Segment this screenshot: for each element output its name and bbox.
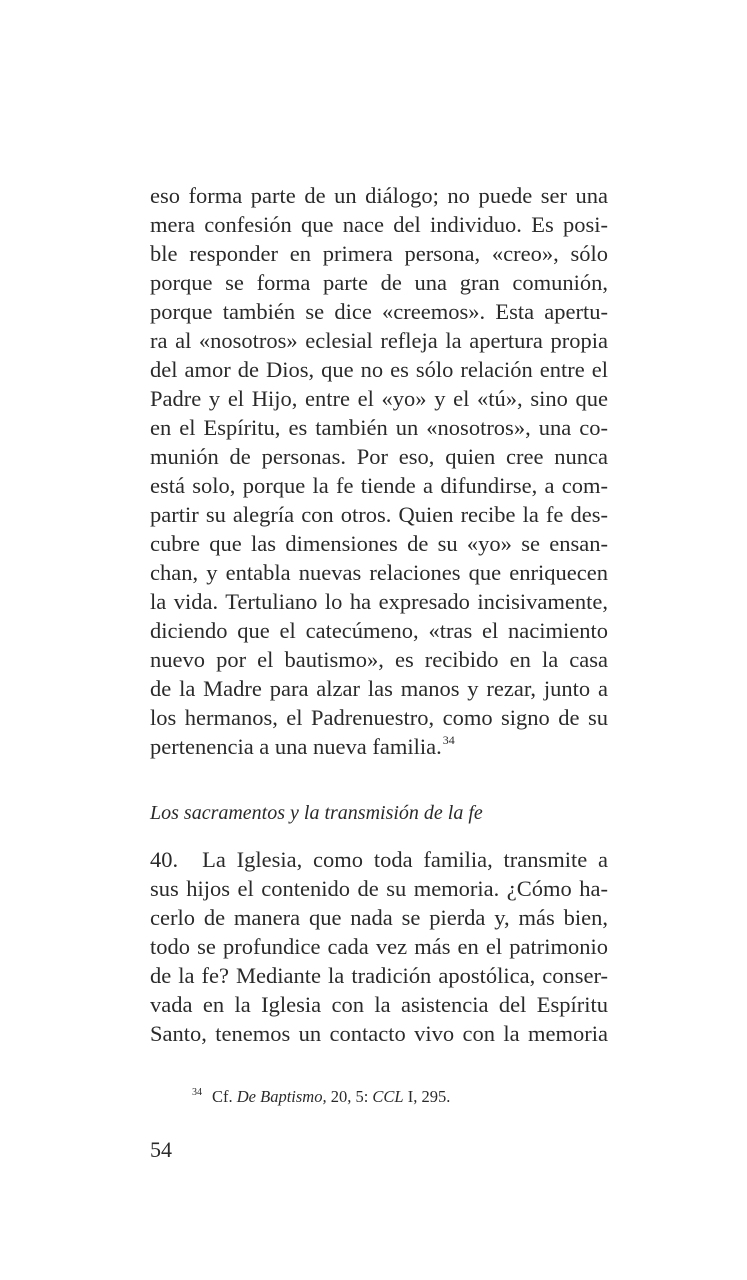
body-line: la vida. Tertuliano lo ha expresado incisivamente, [150,589,608,614]
footnote [192,1085,450,1112]
footnote-work: De Baptismo, [236,1087,327,1106]
body-line: porque se forma parte de una gran comunión, [150,270,608,295]
body-line: cubre que las dimensiones de su «yo» se ensan- [150,531,608,556]
paragraph-line: vada en la Iglesia con la asistencia del Espíritu [150,992,608,1017]
body-line: munión de personas. Por eso, quien cree nunca [150,444,608,469]
body-line: diciendo que el catecúmeno, «tras el nacimiento [150,618,608,643]
body-line: Padre y el Hijo, entre el «yo» y el «tú», sino que [150,386,608,411]
paragraph-line: sus hijos el contenido de su memoria. ¿Cómo ha- [150,876,608,901]
paragraph-line: cerlo de manera que nada se pierda y, más bien, [150,905,608,930]
footnote-prefix: Cf. [212,1087,237,1106]
body-line: partir su alegría con otros. Quien recibe la fe des- [150,502,608,527]
page-number: 54 [150,1137,172,1162]
paragraph-first-line [150,845,608,874]
body-line: ble responder en primera persona, «creo», sólo [150,241,608,266]
body-line: eso forma parte de un diálogo; no puede ser una [150,183,608,208]
body-line: los hermanos, el Padrenuestro, como signo de su [150,705,608,730]
body-line-text: pertenencia a una nueva familia. [150,734,442,759]
body-line: nuevo por el bautismo», es recibido en la casa [150,647,608,672]
paragraph-first-line-text: La Iglesia, como toda familia, transmite a [202,847,608,872]
body-line: de la Madre para alzar las manos y rezar, junto a [150,676,608,701]
body-line: porque también se dice «creemos». Esta apertu- [150,299,608,324]
footnote-ref: 20, 5: [326,1087,373,1106]
body-line: mera confesión que nace del individuo. Es posi- [150,212,608,237]
paragraph-number: 40. [150,847,179,872]
footnote-rest: I, 295. [403,1087,451,1106]
body-line: del amor de Dios, que no es sólo relación entre el [150,357,608,382]
footnote-reference: 34 [442,733,455,747]
body-line: en el Espíritu, es también un «nosotros», una co- [150,415,608,440]
section-heading: Los sacramentos y la transmisión de la fe [150,802,483,824]
paragraph-line: de la fe? Mediante la tradición apostólica, conser- [150,963,608,988]
body-line: chan, y entabla nuevas relaciones que enriquecen [150,560,608,585]
paragraph-line: todo se profundice cada vez más en el patrimonio [150,934,608,959]
body-line-last [150,732,608,765]
body-line: ra al «nosotros» eclesial refleja la apertura propia [150,328,608,353]
paragraph-line: Santo, tenemos un contacto vivo con la memoria [150,1021,608,1046]
footnote-collection: CCL [372,1087,404,1106]
footnote-mark: 34 [192,1087,202,1098]
body-line: está solo, porque la fe tiende a difundirse, a com- [150,473,608,498]
